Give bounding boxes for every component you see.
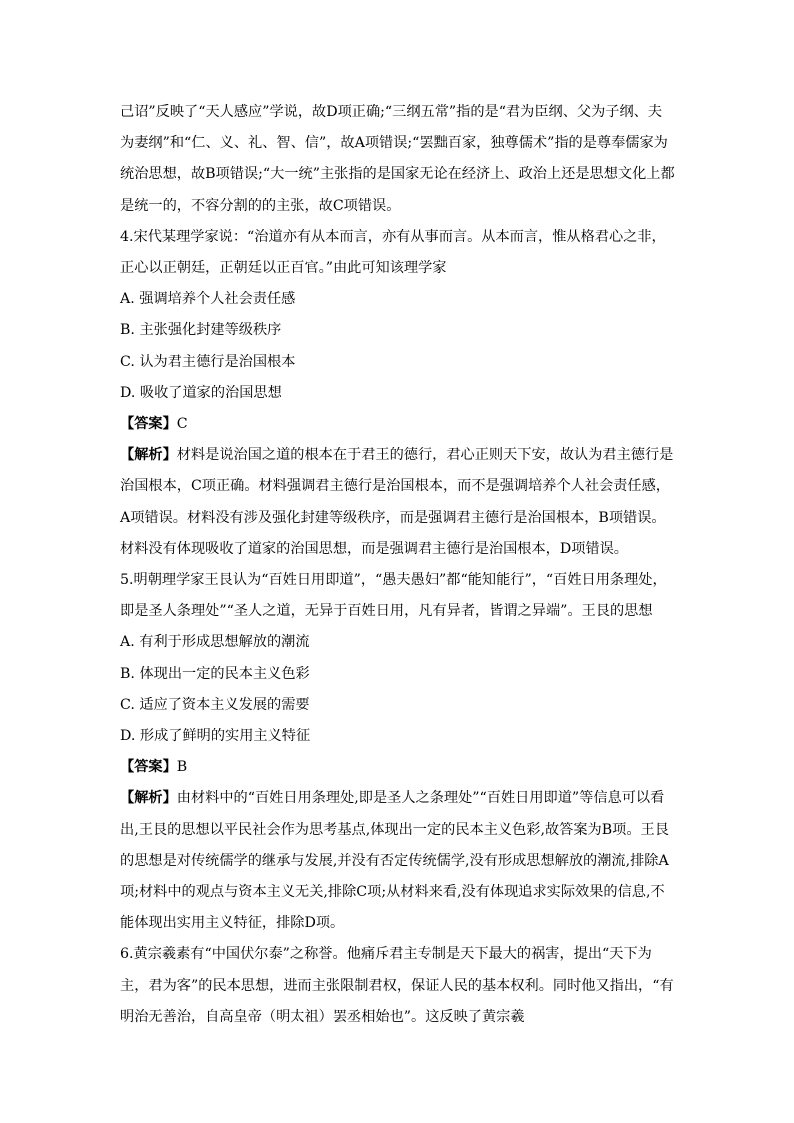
q4-answer <box>120 409 676 440</box>
analysis-label: 【解析】 <box>120 447 177 464</box>
q4-option-b: B. 主张强化封建等级秩序 <box>120 322 282 339</box>
document-page <box>120 97 676 1033</box>
q6-stem: 6.黄宗羲素有“中国伏尔泰”之称誉。他痛斥君主专制是天下最大的祸害，提出“天下为主，君为客”的民本思想，进而主张限制君权，保证人民的基本权利。同时他又指出，“有明治无善治，自高皇帝（明太祖）罢丞相始也”。这反映了黄宗羲 <box>120 946 674 1025</box>
answer-value: B <box>176 759 188 776</box>
q4-stem: 4.宋代某理学家说：“治道亦有从本而言，亦有从事而言。从本而言，惟从格君心之非，正心以正朝廷，正朝廷以正百官。”由此可知该理学家 <box>120 228 666 277</box>
q5-option-a: A. 有利于形成思想解放的潮流 <box>120 634 310 651</box>
q4-analysis <box>120 440 676 565</box>
q5-option-c: C. 适应了资本主义发展的需要 <box>120 696 310 713</box>
answer-value: C <box>176 416 188 433</box>
analysis-text: 由材料中的“百姓日用条理处,即是圣人之条理处”“百姓日用即道”等信息可以看出,王艮的思想以平民社会作为思考基点,体现出一定的民本主义色彩,故答案为B项。王艮的思想是对传统儒学的继承与发展,并没有否定传统儒学,没有形成思想解放的潮流,排除A项;材料中的观点与资本主义无关,排除C项;从材料来看,没有体现追求实际效果的信息,不能体现出实用主义特征，排除D项。 <box>120 790 669 932</box>
q5-option-b: B. 体现出一定的民本主义色彩 <box>120 665 310 682</box>
analysis-text: 材料是说治国之道的根本在于君王的德行，君心正则天下安，故认为君主德行是治国根本，C项正确。材料强调君主德行是治国根本，而不是强调培养个人社会责任感，A项错误。材料没有涉及强化封建等级秩序，而是强调君主德行是治国根本，B项错误。材料没有体现吸收了道家的治国思想，而是强调君主德行是治国根本，D项错误。 <box>120 447 674 557</box>
q3-analysis-continued: 己诏”反映了“天人感应”学说，故D项正确;“三纲五常”指的是“君为臣纲、父为子纲、夫为妻纲”和“仁、义、礼、智、信”，故A项错误;“罢黜百家，独尊儒术”指的是尊奉儒家为统治思想，故B项错误;“大一统”主张指的是国家无论在经济上、政治上还是思想文化上都是统一的，不容分割的的主张，故C项错误。 <box>120 104 675 214</box>
analysis-label: 【解析】 <box>120 790 177 807</box>
answer-label: 【答案】 <box>120 759 177 776</box>
q5-answer <box>120 752 676 783</box>
q4-option-c: C. 认为君主德行是治国根本 <box>120 353 296 370</box>
q4-option-d: D. 吸收了道家的治国思想 <box>120 384 282 401</box>
answer-label: 【答案】 <box>120 416 177 433</box>
q5-option-d: D. 形成了鲜明的实用主义特征 <box>120 728 311 745</box>
q4-option-a: A. 强调培养个人社会责任感 <box>120 291 296 308</box>
q5-stem: 5.明朝理学家王艮认为“百姓日用即道”，“愚夫愚妇”都“能知能行”，“百姓日用条理处，即是圣人条理处”“圣人之道，无异于百姓日用，凡有异者，皆谓之异端”。王艮的思想 <box>120 572 667 620</box>
q5-analysis <box>120 783 676 939</box>
